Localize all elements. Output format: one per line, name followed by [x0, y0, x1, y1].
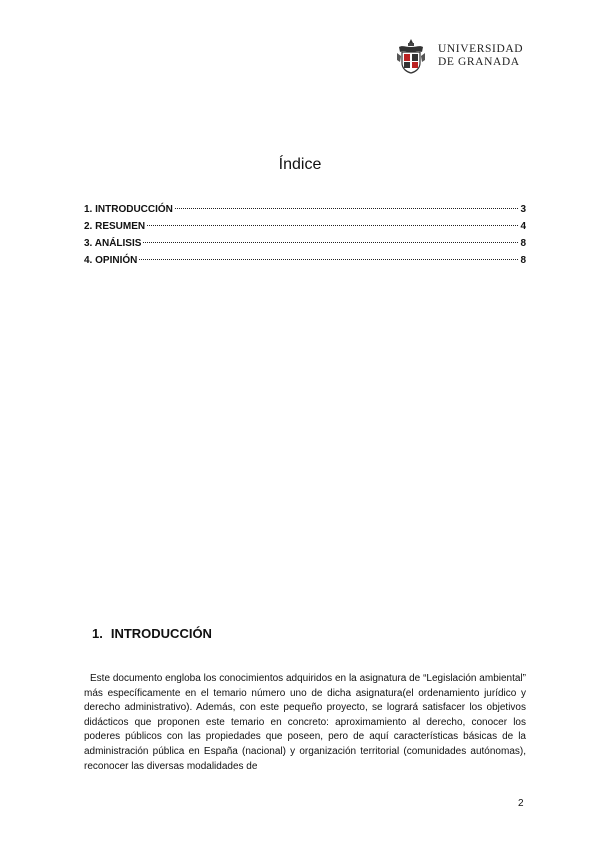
- toc-entry-page: 8: [520, 255, 526, 266]
- toc-entry-page: 3: [520, 204, 526, 215]
- table-of-contents: [84, 201, 526, 269]
- logo-line-2: DE GRANADA: [438, 56, 520, 68]
- toc-entry-page: 4: [520, 221, 526, 232]
- section-heading: [92, 626, 212, 641]
- logo-line-1: UNIVERSIDAD: [438, 43, 524, 55]
- toc-entry-label: 4. OPINIÓN: [84, 255, 138, 266]
- logo-wordmark: [438, 43, 523, 69]
- toc-entry-label: 1. INTRODUCCIÓN: [84, 204, 173, 215]
- toc-dot-leader: [143, 242, 518, 243]
- section-title: INTRODUCCIÓN: [110, 626, 212, 641]
- toc-dot-leader: [139, 259, 518, 260]
- section-number: 1.: [92, 626, 103, 641]
- university-crest-icon: [396, 38, 426, 74]
- toc-entry-opinion[interactable]: [84, 252, 526, 269]
- toc-dot-leader: [147, 225, 518, 226]
- toc-title: Índice: [278, 156, 322, 173]
- toc-entry-resumen[interactable]: [84, 218, 526, 235]
- toc-dot-leader: [175, 208, 519, 209]
- toc-entry-page: 8: [520, 238, 526, 249]
- toc-entry-label: 2. RESUMEN: [84, 221, 146, 232]
- page-number: 2: [518, 798, 524, 809]
- toc-entry-analisis[interactable]: [84, 235, 526, 252]
- university-logo: [396, 36, 528, 76]
- toc-entry-label: 3. ANÁLISIS: [84, 238, 142, 249]
- body-paragraph: Este documento engloba los conocimientos adquiridos en la asignatura de “Legislación ambiental” más específicamente en el temario número uno de dicha asignatura(el ordenamiento jurídico y derecho administrativo). Además, con este pequeño proyecto, se logrará satisfacer los objetivos didácticos que proponen este temario en concreto: aproximamiento al derecho, conocer los poderes públicos con las propiedades que poseen, pero de aquí características básicas de la administración pública en España (nacional) y organización territorial (comunidades autónomas), reconocer las diversas modalidades de: [84, 673, 526, 772]
- toc-entry-introduccion[interactable]: [84, 201, 526, 218]
